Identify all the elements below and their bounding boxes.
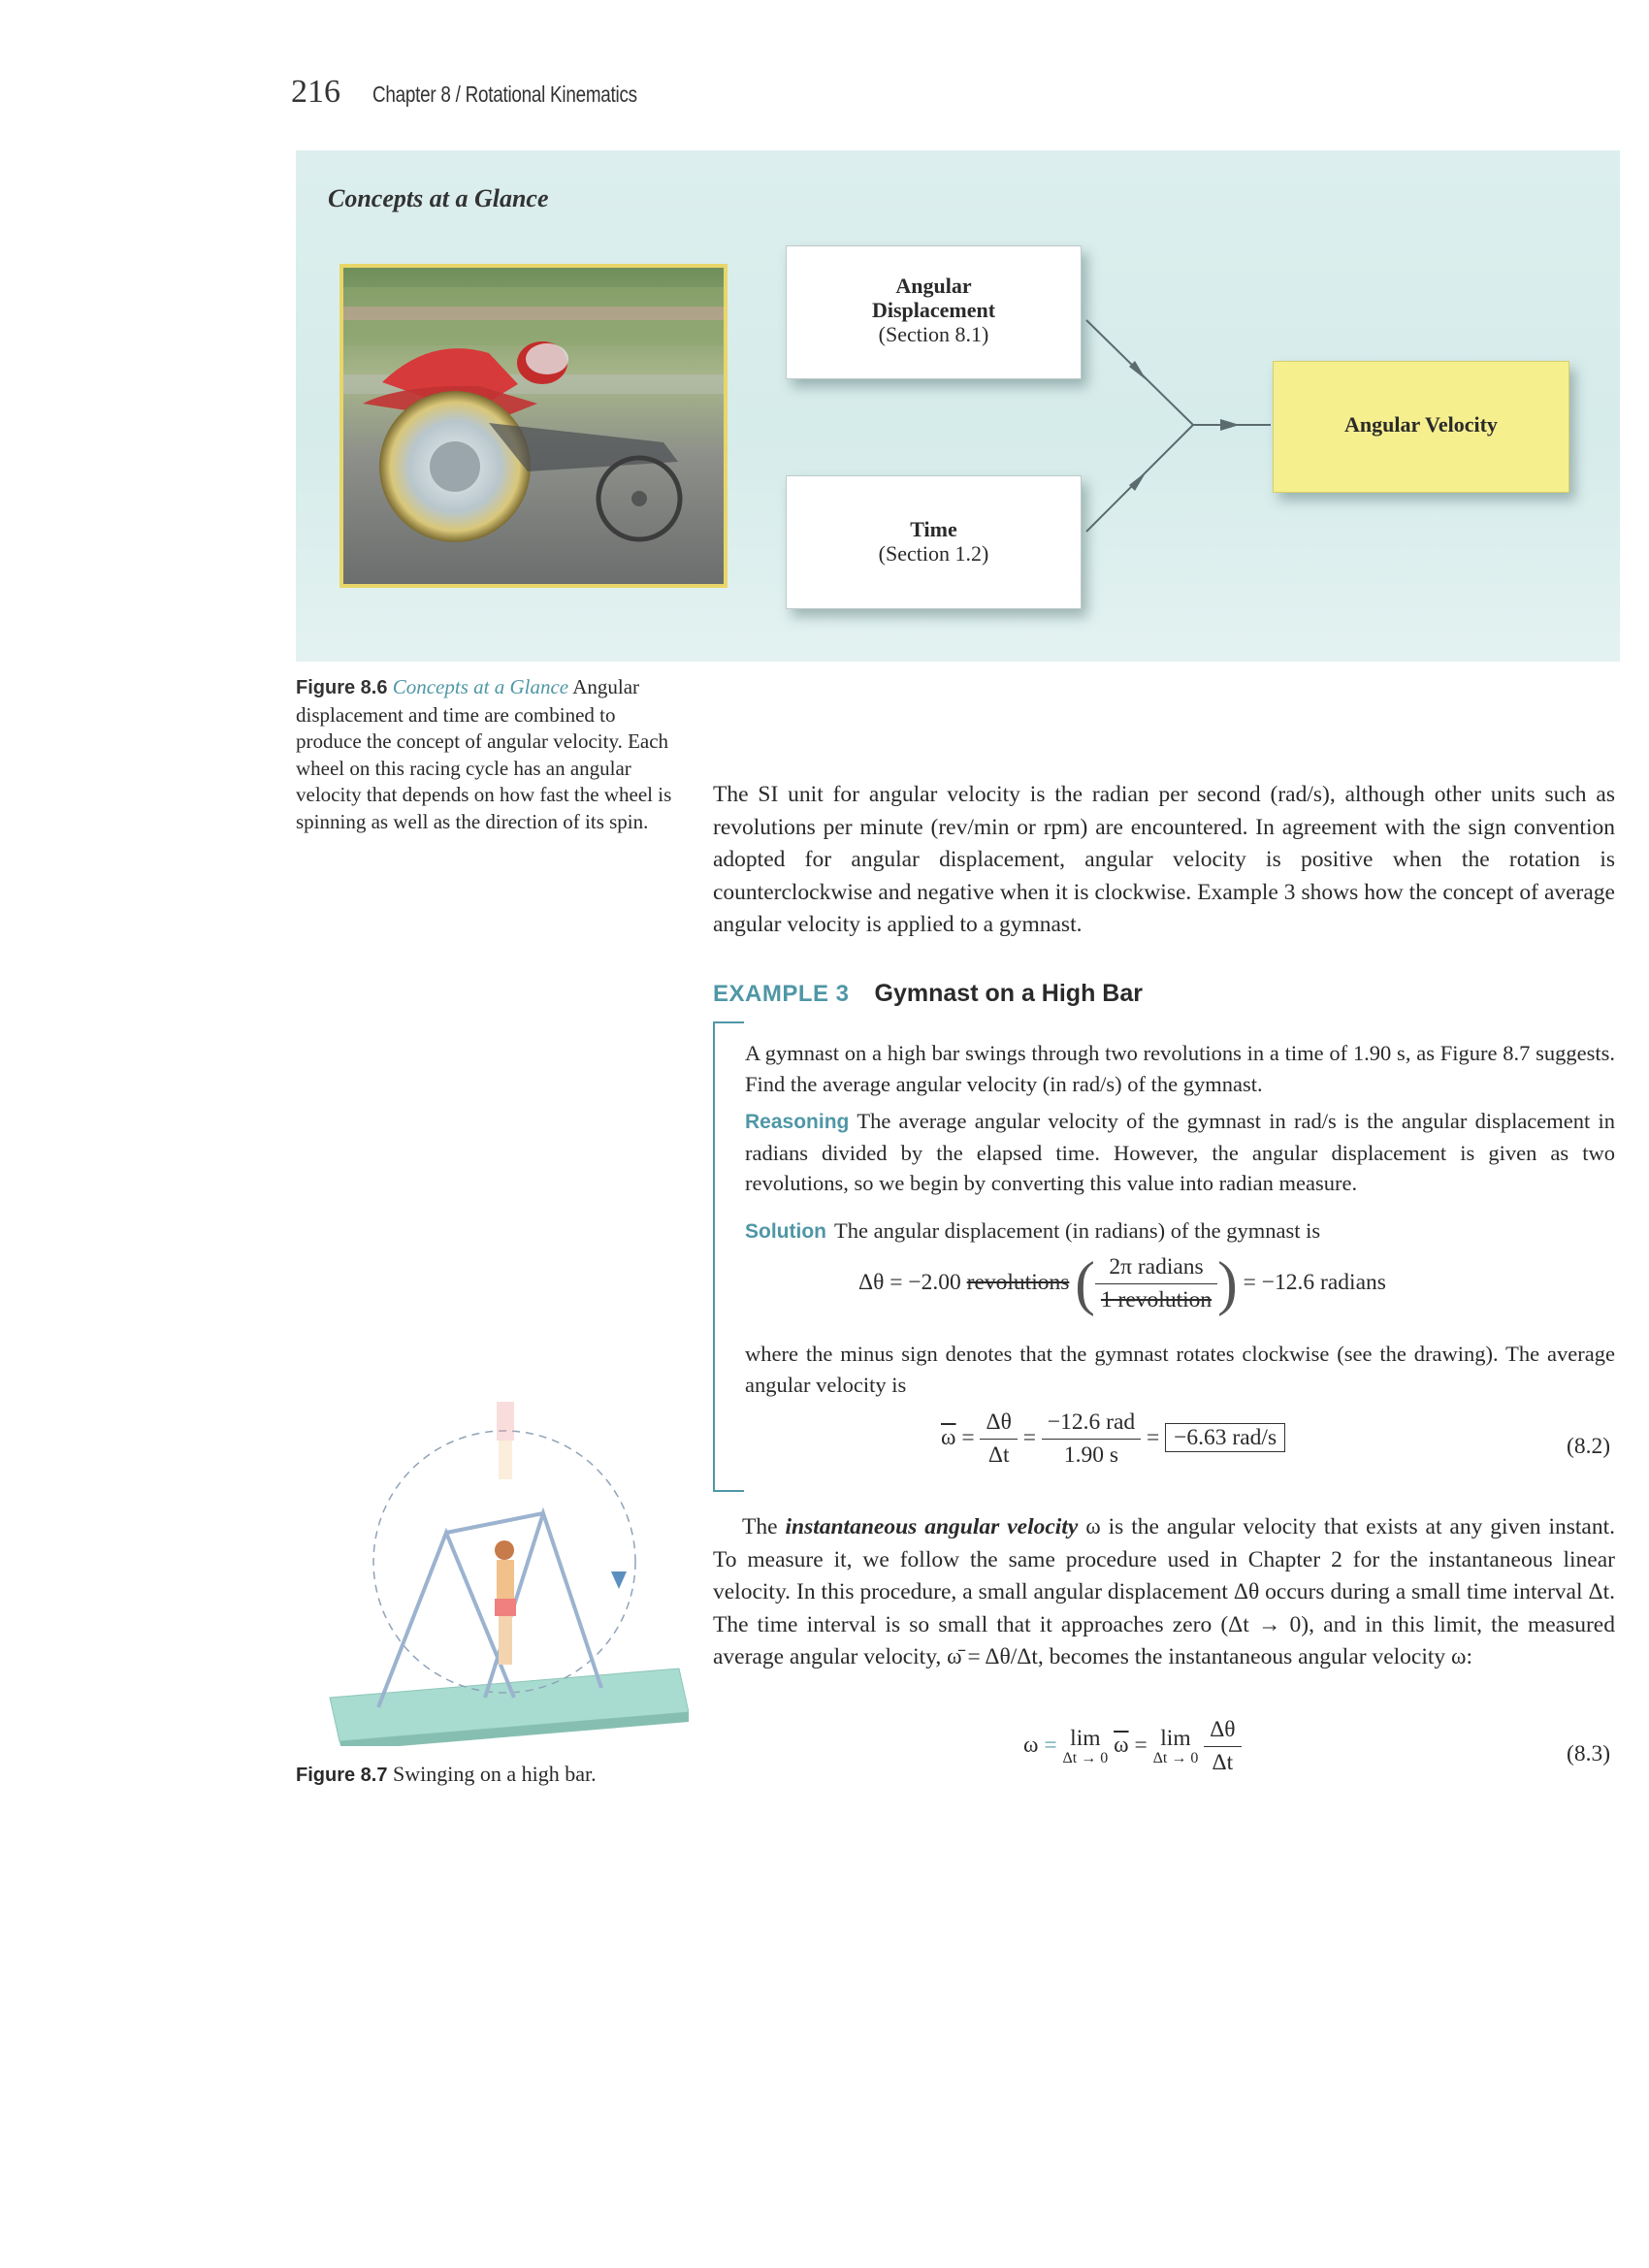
figure-8-7-caption: [296, 1762, 597, 1787]
connector-arrows: [1077, 310, 1280, 563]
lim-sub: Δt → 0: [1152, 1750, 1199, 1766]
frac-num: 2π radians: [1095, 1254, 1217, 1284]
frac-num: Δθ: [1204, 1717, 1241, 1747]
body-paragraph: The SI unit for angular velocity is the radian per second (rad/s), although other units such as revolutions per minute (rev/min or rpm) are encountered. In agreement with the sign convention adopted for angular displacement, angular velocity is positive when the rotation is counterclockwise and negative when it is clockwise. Example 3 shows how the concept of average angular velocity is applied to a gymnast.: [713, 782, 1615, 937]
example-problem: A gymnast on a high bar swings through two revolutions in a time of 1.90 s, as Figure 8.7 suggests. Find the average angular velocity (in rad/s) of the gymnast.: [745, 1041, 1615, 1096]
box-title: Time: [910, 517, 957, 541]
figure-label: Figure 8.7: [296, 1765, 388, 1786]
conversion-fraction: [1095, 1254, 1217, 1313]
boxed-result: −6.63 rad/s: [1165, 1423, 1285, 1452]
fraction-delta: [980, 1409, 1017, 1469]
eq-lhs: Δθ = −2.00: [858, 1269, 961, 1295]
fraction-delta: [1204, 1717, 1241, 1776]
figure-text: Angular displacement and time are combined to produce the concept of angular velocity. Each wheel on this racing cycle has an angular velocity that depends on how fast the wheel is spinning as well as the direction of its spin.: [296, 675, 672, 833]
omega: ω: [1023, 1732, 1039, 1758]
eq-unit: revolutions: [966, 1269, 1070, 1295]
limit: [1153, 1726, 1199, 1767]
example-solution: [745, 1215, 1615, 1247]
equation-average-angular-velocity: [941, 1409, 1285, 1469]
frac-den: Δt: [1212, 1750, 1234, 1775]
example-header: [713, 980, 1143, 1008]
frac-num: −12.6 rad: [1042, 1409, 1141, 1440]
eq-rhs: = −12.6 radians: [1243, 1269, 1386, 1295]
arrowhead-icon: [1129, 471, 1147, 491]
box-title-line1: Angular: [895, 274, 972, 298]
solution-text: The angular displacement (in radians) of the gymnast is: [833, 1218, 1321, 1243]
gymnast-illustration: [310, 1377, 689, 1746]
equals: =: [961, 1424, 975, 1450]
para-post: ω is the angular velocity that exists at any given instant. To measure it, we follow the same procedure used in Chapter 2 for the instantaneous linear velocity. In this procedure, a small angular displacement Δθ occurs during a small time interval Δt. The time interval is so small that it approaches zero (Δt → 0), and in this limit, the measured average angular velocity, ω̄ = Δθ/Δt, becomes the instantaneous angular velocity ω:: [713, 1514, 1615, 1669]
solution-label: Solution: [745, 1220, 826, 1243]
box-title-line2: Displacement: [871, 298, 996, 322]
box-section: (Section 1.2): [878, 541, 989, 566]
chapter-title: Chapter 8 / Rotational Kinematics: [372, 81, 637, 107]
example-bracket: [713, 1021, 744, 1492]
time-box: [786, 475, 1082, 609]
lim-text: lim: [1070, 1726, 1101, 1751]
paren-left: (: [1075, 1250, 1095, 1317]
example-explanation: where the minus sign denotes that the gymnast rotates clockwise (see the drawing). The average angular velocity is: [745, 1342, 1615, 1397]
frac-den: 1 revolution: [1100, 1287, 1212, 1312]
reasoning-label: Reasoning: [745, 1111, 850, 1133]
equation-angular-displacement: [858, 1250, 1386, 1317]
lim-text: lim: [1160, 1726, 1191, 1751]
box-title: Angular Velocity: [1344, 412, 1498, 437]
para-pre: The: [742, 1514, 786, 1539]
equals: =: [1147, 1424, 1160, 1450]
example-title: Gymnast on a High Bar: [874, 980, 1143, 1007]
equals: =: [1022, 1424, 1036, 1450]
page-number: 216: [291, 74, 340, 110]
omega-bar: $\overline{\omega}$: [1114, 1732, 1129, 1758]
figure-title: Concepts at a Glance: [392, 675, 569, 698]
figure-label: Figure 8.6: [296, 677, 388, 698]
figure-8-6-caption: [296, 674, 684, 835]
paren-right: ): [1217, 1250, 1238, 1317]
omega-bar: $\overline{\omega}$: [941, 1424, 956, 1450]
box-section: (Section 8.1): [878, 322, 989, 346]
angular-displacement-box: [786, 245, 1082, 379]
frac-den: Δt: [987, 1442, 1010, 1468]
body-paragraph-instantaneous: [713, 1511, 1615, 1674]
reasoning-text: The average angular velocity of the gymnast in rad/s is the angular displacement in radians divided by the elapsed time. However, the angular displacement is given as two revolutions, so we begin by converting this value into radian measure.: [745, 1109, 1615, 1195]
angular-velocity-box: [1273, 361, 1569, 493]
equation-instantaneous-angular-velocity: ω = lim Δt → 0 $\overline{\omega}$ = lim Δt → 0 $\frac{\Delta\theta}{\Delta t}$: [1023, 1717, 1242, 1776]
fraction-values: [1042, 1409, 1141, 1469]
frac-num: Δθ: [980, 1409, 1017, 1440]
example-label: EXAMPLE 3: [713, 981, 850, 1007]
figure-text: Swinging on a high bar.: [392, 1762, 597, 1786]
frac-den: 1.90 s: [1063, 1442, 1119, 1468]
example-reasoning: [745, 1106, 1615, 1199]
arrowhead-icon: [1220, 419, 1240, 431]
direction-arrow-icon: [611, 1571, 627, 1589]
racing-wheelchair-photo: [340, 264, 728, 588]
equation-number: (8.2): [1567, 1434, 1611, 1459]
concepts-title: Concepts at a Glance: [328, 184, 549, 212]
lim-sub: Δt → 0: [1062, 1750, 1109, 1766]
equation-number: (8.3): [1567, 1741, 1611, 1766]
limit: [1062, 1726, 1108, 1767]
key-term: instantaneous angular velocity: [785, 1514, 1079, 1539]
